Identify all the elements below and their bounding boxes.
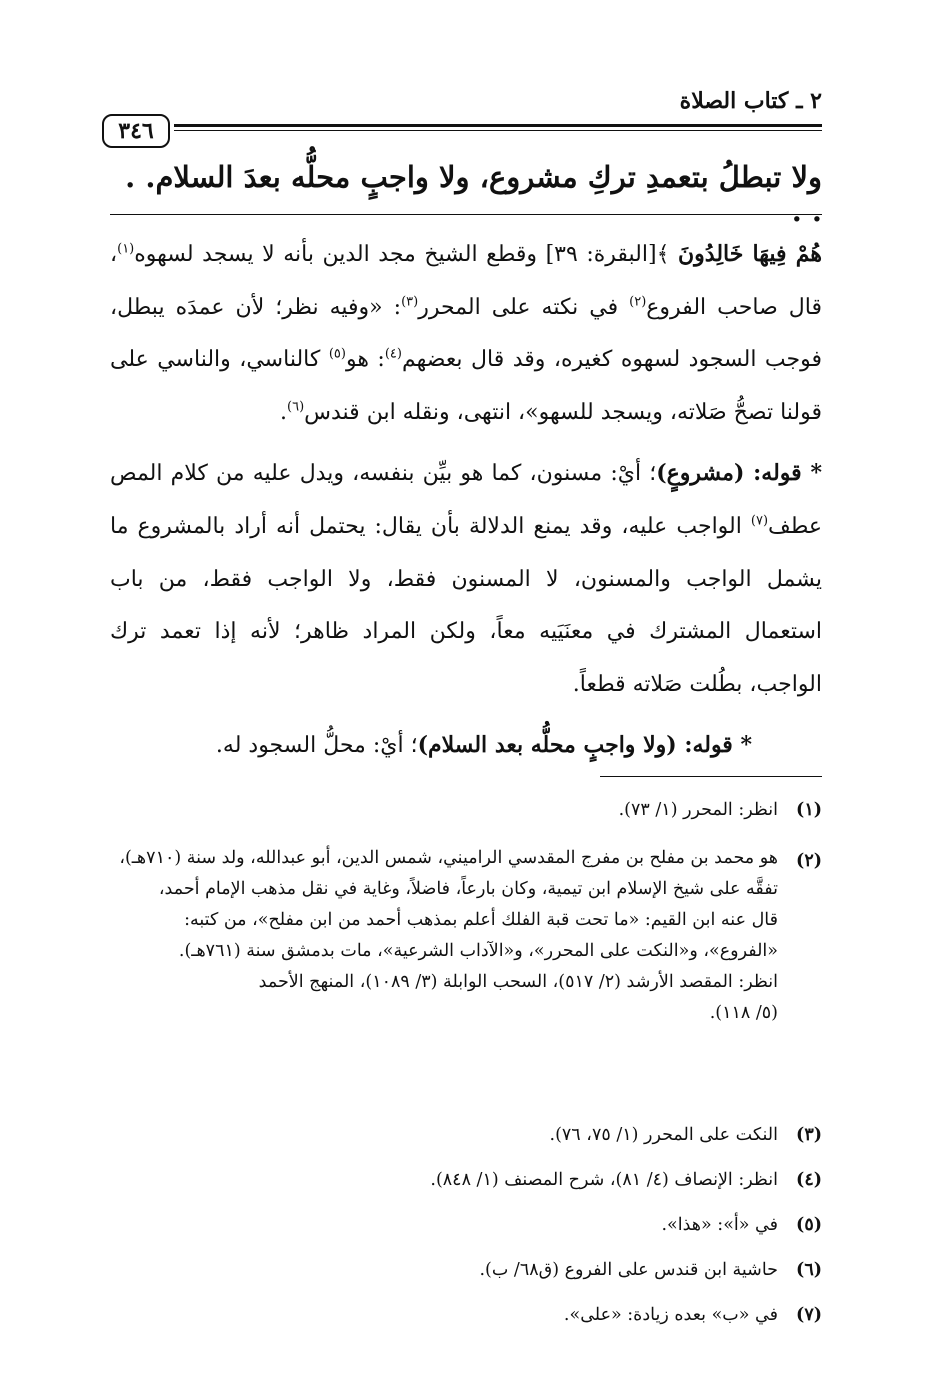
footnote-number: (٥): [796, 1215, 822, 1235]
quran-ref: [البقرة: ٣٩]: [545, 242, 657, 267]
matn-divider: [110, 214, 822, 215]
page-header: [96, 88, 822, 146]
footnote-ref[interactable]: (٤): [384, 346, 402, 362]
footnote-text: في «ب» بعده زيادة: «على».: [563, 1305, 778, 1325]
text: كالناسي، والناسي على قولنا تصحُّ صَلاته، ويسجد للسهو»، انتهى، ونقله ابن قندس: [110, 347, 822, 425]
commentary-body: [110, 228, 822, 773]
quoted-lemma: * قوله: (ولا واجبٍ محلُّه بعد السلام): [417, 732, 752, 759]
page-number: ٣٤٦: [102, 114, 170, 148]
text: ؛ أيْ: مسنون، كما هو بيِّن بنفسه، ويدل عليه من كلام المص عطف: [110, 461, 822, 539]
footnote-number: (٢): [796, 851, 822, 871]
footnote-ref[interactable]: (٦): [287, 399, 305, 415]
footnote-line: انظر: المقصد الأرشد (٢/ ٥١٧)، السحب الوابلة (٣/ ١٠٨٩)، المنهج الأحمد: [258, 972, 778, 992]
footnote-6: [110, 1252, 822, 1297]
text: في نكته على المحرر: [418, 294, 630, 320]
footnote-ref[interactable]: (٧): [750, 513, 769, 529]
footnote-text: النكت على المحرر (١/ ٧٥، ٧٦).: [549, 1125, 778, 1145]
footnote-1: [110, 792, 822, 837]
text: : هو: [345, 347, 385, 373]
header-rule-thin: [174, 130, 822, 131]
text: وقطع الشيخ مجد الدين بأنه لا يسجد لسهوه: [134, 242, 538, 267]
footnote-ref[interactable]: (٥): [328, 346, 346, 362]
footnote-5: [110, 1207, 822, 1252]
footnote-line: (٥/ ١١٨).: [709, 1003, 778, 1023]
footnote-text: في «أ»: «هذا».: [661, 1215, 778, 1235]
footnote-ref[interactable]: (٢): [629, 294, 647, 310]
footnote-line: «الفروع»، و«النكت على المحرر»، و«الآداب الشرعية»، مات بدمشق سنة (٧٦١هـ).: [178, 941, 778, 961]
text: : «وفيه نظر؛ لأن عمدَه يبطل، فوجب السجود لسهوه كغيره، وقد قال بعضهم: [110, 294, 823, 373]
footnote-ref[interactable]: (٣): [401, 294, 419, 310]
text: .: [280, 399, 287, 425]
text: ؛ أيْ: محلُّ السجود له.: [215, 733, 418, 759]
footnote-text: حاشية ابن قندس على الفروع (ق٦٨/ ب).: [479, 1260, 778, 1280]
footnote-number: (٦): [796, 1260, 822, 1280]
footnote-number: (٧): [796, 1305, 822, 1325]
footnote-ref[interactable]: (١): [117, 241, 135, 257]
footnote-number: (١): [796, 800, 822, 820]
paragraph-3: [110, 719, 822, 773]
footnote-7: [110, 1297, 822, 1342]
footnote-2: [110, 837, 822, 1117]
header-rule: [174, 124, 822, 127]
quran-verse: هُمْ فِيهَا خَالِدُونَ: [678, 241, 822, 267]
footnote-4: [110, 1162, 822, 1207]
matn-text: ولا تبطلُ بتعمدِ تركِ مشروع، ولا واجبٍ محلُّه بعدَ السلام. . . .: [125, 160, 822, 228]
footnotes: [110, 792, 822, 1342]
footnote-divider: [600, 776, 822, 777]
footnote-line: قال عنه ابن القيم: «ما تحت قبة الفلك أعلم بمذهب أحمد من ابن مفلح»، من كتبه:: [184, 910, 778, 930]
footnote-3: [110, 1117, 822, 1162]
text: الواجب عليه، وقد يمنع الدلالة بأن يقال: يحتمل أنه أراد بالمشروع ما يشمل الواجب والمسنون، لا المسنون فقط، ولا الواجب فقط، من باب استعمال المشترك في معنَيَيه معاً، ولكن المراد ظاهر؛ لأنه إذا تعمد ترك الواجب، بطُلت صَلاته قطعاً.: [110, 513, 822, 697]
chapter-title: ٢ ـ كتاب الصلاة: [679, 88, 822, 114]
footnote-text: [110, 843, 778, 1029]
footnote-number: (٣): [796, 1125, 822, 1145]
paragraph-2: [110, 447, 822, 711]
quoted-lemma: * قوله: (مشروعٍ): [656, 460, 822, 487]
paragraph-1: هُمْ فِيهَا خَالِدُونَ ﴾[البقرة: ٣٩] وقطع الشيخ مجد الدين بأنه لا يسجد لسهوه$^{(١)}$، قال صاحب الفروع$^{(٢)}$ في نكته على المحرر$^{(٣)}$: «وفيه نظر؛ لأن عمدَه يبطل، فوجب السجود لسهوه كغيره، وقد قال بعضهم$^{(٤)}$: هو$^{(٥)}$ كالناسي، والناسي على قولنا تصحُّ صَلاته، ويسجد للسهو»، انتهى، ونقله ابن قندس$^{(٦)}$.: [110, 241, 823, 425]
footnote-line: هو محمد بن مفلح بن مفرج المقدسي الراميني، شمس الدين، أبو عبدالله، ولد سنة (٧١٠هـ)،: [119, 848, 778, 868]
footnote-text: انظر: المحرر (١/ ٧٣).: [618, 800, 778, 820]
text: ، قال صاحب الفروع: [110, 242, 822, 320]
footnote-line: تفقَّه على شيخ الإسلام ابن تيمية، وكان بارعاً، فاضلاً، وغاية في نقل مذهب الإمام أحمد،: [158, 879, 778, 899]
footnote-text: انظر: الإنصاف (٤/ ٨١)، شرح المصنف (١/ ٨٤٨).: [430, 1170, 778, 1190]
footnote-number: (٤): [796, 1170, 822, 1190]
